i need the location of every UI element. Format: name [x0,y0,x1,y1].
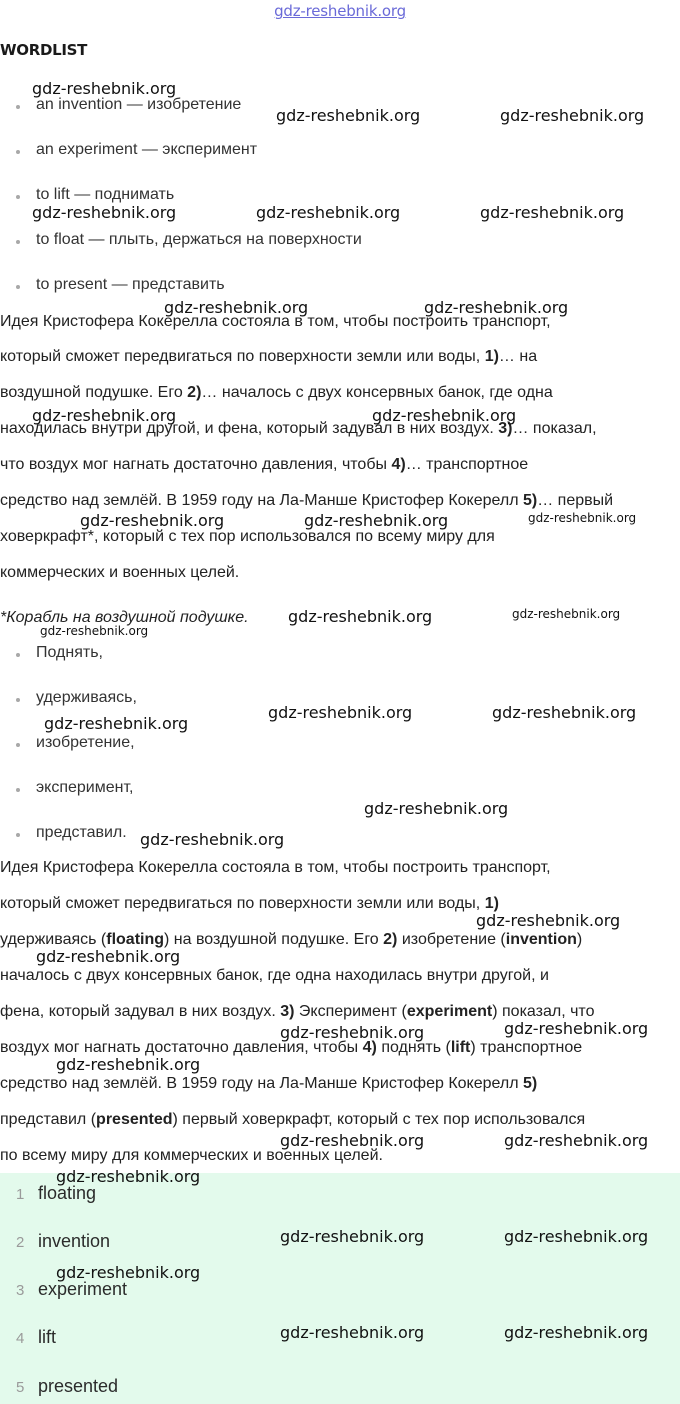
watermark-text: gdz-reshebnik.org [504,1323,649,1342]
bullet-icon [16,743,20,747]
task-line: воздушной подушке. Его 2)… началось с двух консервных банок, где одна [0,384,553,401]
task-line: Идея Кристофера Кокерелла состояла в том, чтобы построить транспорт, [0,313,551,330]
answer-line: средство над землёй. В 1959 году на Ла-Манше Кристофер Кокерелл 5) [0,1075,538,1092]
answer-box: 1 floating 2 invention 3 experiment 4 lift 5 presented [0,1173,680,1404]
bullet-icon [16,105,20,109]
watermark-text: gdz-reshebnik.org [140,830,285,849]
watermark-text: gdz-reshebnik.org [280,1227,425,1246]
bullet-icon [16,788,20,792]
bullet-icon [16,285,20,289]
watermark-text: gdz-reshebnik.org [32,203,177,222]
answer-line: фена, который задувал в них воздух. 3) Эксперимент (experiment) показал, что [0,1003,595,1020]
watermark-text: gdz-reshebnik.org [280,1131,425,1150]
task-line: что воздух мог нагнать достаточно давления, чтобы 4)… транспортное [0,456,529,473]
task-line: ховеркрафт*, который с тех пор использовался по всему миру для [0,528,495,545]
task-line: средство над землёй. В 1959 году на Ла-Манше Кристофер Кокерелл 5)… первый [0,492,614,509]
footnote: *Корабль на воздушной подушке. [0,609,249,626]
bullet-icon [16,698,20,702]
site-header-link[interactable]: gdz-reshebnik.org [274,2,406,20]
bullet-icon [16,833,20,837]
watermark-text: gdz-reshebnik.org [80,511,225,530]
watermark-text: gdz-reshebnik.org [480,203,625,222]
answer-line: началось с двух консервных банок, где одна находилась внутри другой, и [0,967,549,984]
watermark-text: gdz-reshebnik.org [288,607,433,626]
answer-line: по всему миру для коммерческих и военных целей. [0,1147,383,1164]
answer-line: удерживаясь (floating) на воздушной подушке. Его 2) изобретение (invention) [0,931,583,948]
watermark-text: gdz-reshebnik.org [304,511,449,530]
bullet-icon [16,240,20,244]
task-line: находилась внутри другой, и фена, который задувал в них воздух. 3)… показал, [0,420,597,437]
answer-line: представил (presented) первый ховеркрафт, который с тех пор использовался [0,1111,586,1128]
watermark-text: gdz-reshebnik.org [504,1227,649,1246]
watermark-text: gdz-reshebnik.org [372,406,517,425]
watermark-text: gdz-reshebnik.org [280,1023,425,1042]
watermark-text: gdz-reshebnik.org [504,1131,649,1150]
task-line: который сможет передвигаться по поверхности земли или воды, 1)… на [0,348,538,365]
watermark-text: gdz-reshebnik.org [476,911,621,930]
watermark-text: gdz-reshebnik.org [56,1263,201,1282]
watermark-text: gdz-reshebnik.org [268,703,413,722]
watermark-text: gdz-reshebnik.org [424,298,569,317]
watermark-text: gdz-reshebnik.org [40,624,149,638]
wordlist-title: WORDLIST [0,41,88,59]
watermark-text: gdz-reshebnik.org [528,511,637,525]
watermark-text: gdz-reshebnik.org [276,106,421,125]
watermark-text: gdz-reshebnik.org [44,714,189,733]
answer-line: воздух мог нагнать достаточно давления, чтобы 4) поднять (lift) транспортное [0,1039,583,1056]
watermark-text: gdz-reshebnik.org [56,1055,201,1074]
watermark-text: gdz-reshebnik.org [256,203,401,222]
bullet-icon [16,195,20,199]
watermark-text: gdz-reshebnik.org [500,106,645,125]
watermark-text: gdz-reshebnik.org [36,947,181,966]
watermark-text: gdz-reshebnik.org [164,298,309,317]
watermark-text: gdz-reshebnik.org [280,1323,425,1342]
watermark-text: gdz-reshebnik.org [56,1167,201,1186]
watermark-text: gdz-reshebnik.org [512,607,621,621]
watermark-text: gdz-reshebnik.org [32,406,177,425]
watermark-text: gdz-reshebnik.org [364,799,509,818]
watermark-text: gdz-reshebnik.org [504,1019,649,1038]
watermark-text: gdz-reshebnik.org [492,703,637,722]
watermark-text: gdz-reshebnik.org [32,79,177,98]
bullet-icon [16,150,20,154]
task-line: коммерческих и военных целей. [0,564,240,581]
answer-line: который сможет передвигаться по поверхности земли или воды, 1) [0,895,499,912]
answer-line: Идея Кристофера Кокерелла состояла в том, чтобы построить транспорт, [0,859,551,876]
bullet-icon [16,653,20,657]
